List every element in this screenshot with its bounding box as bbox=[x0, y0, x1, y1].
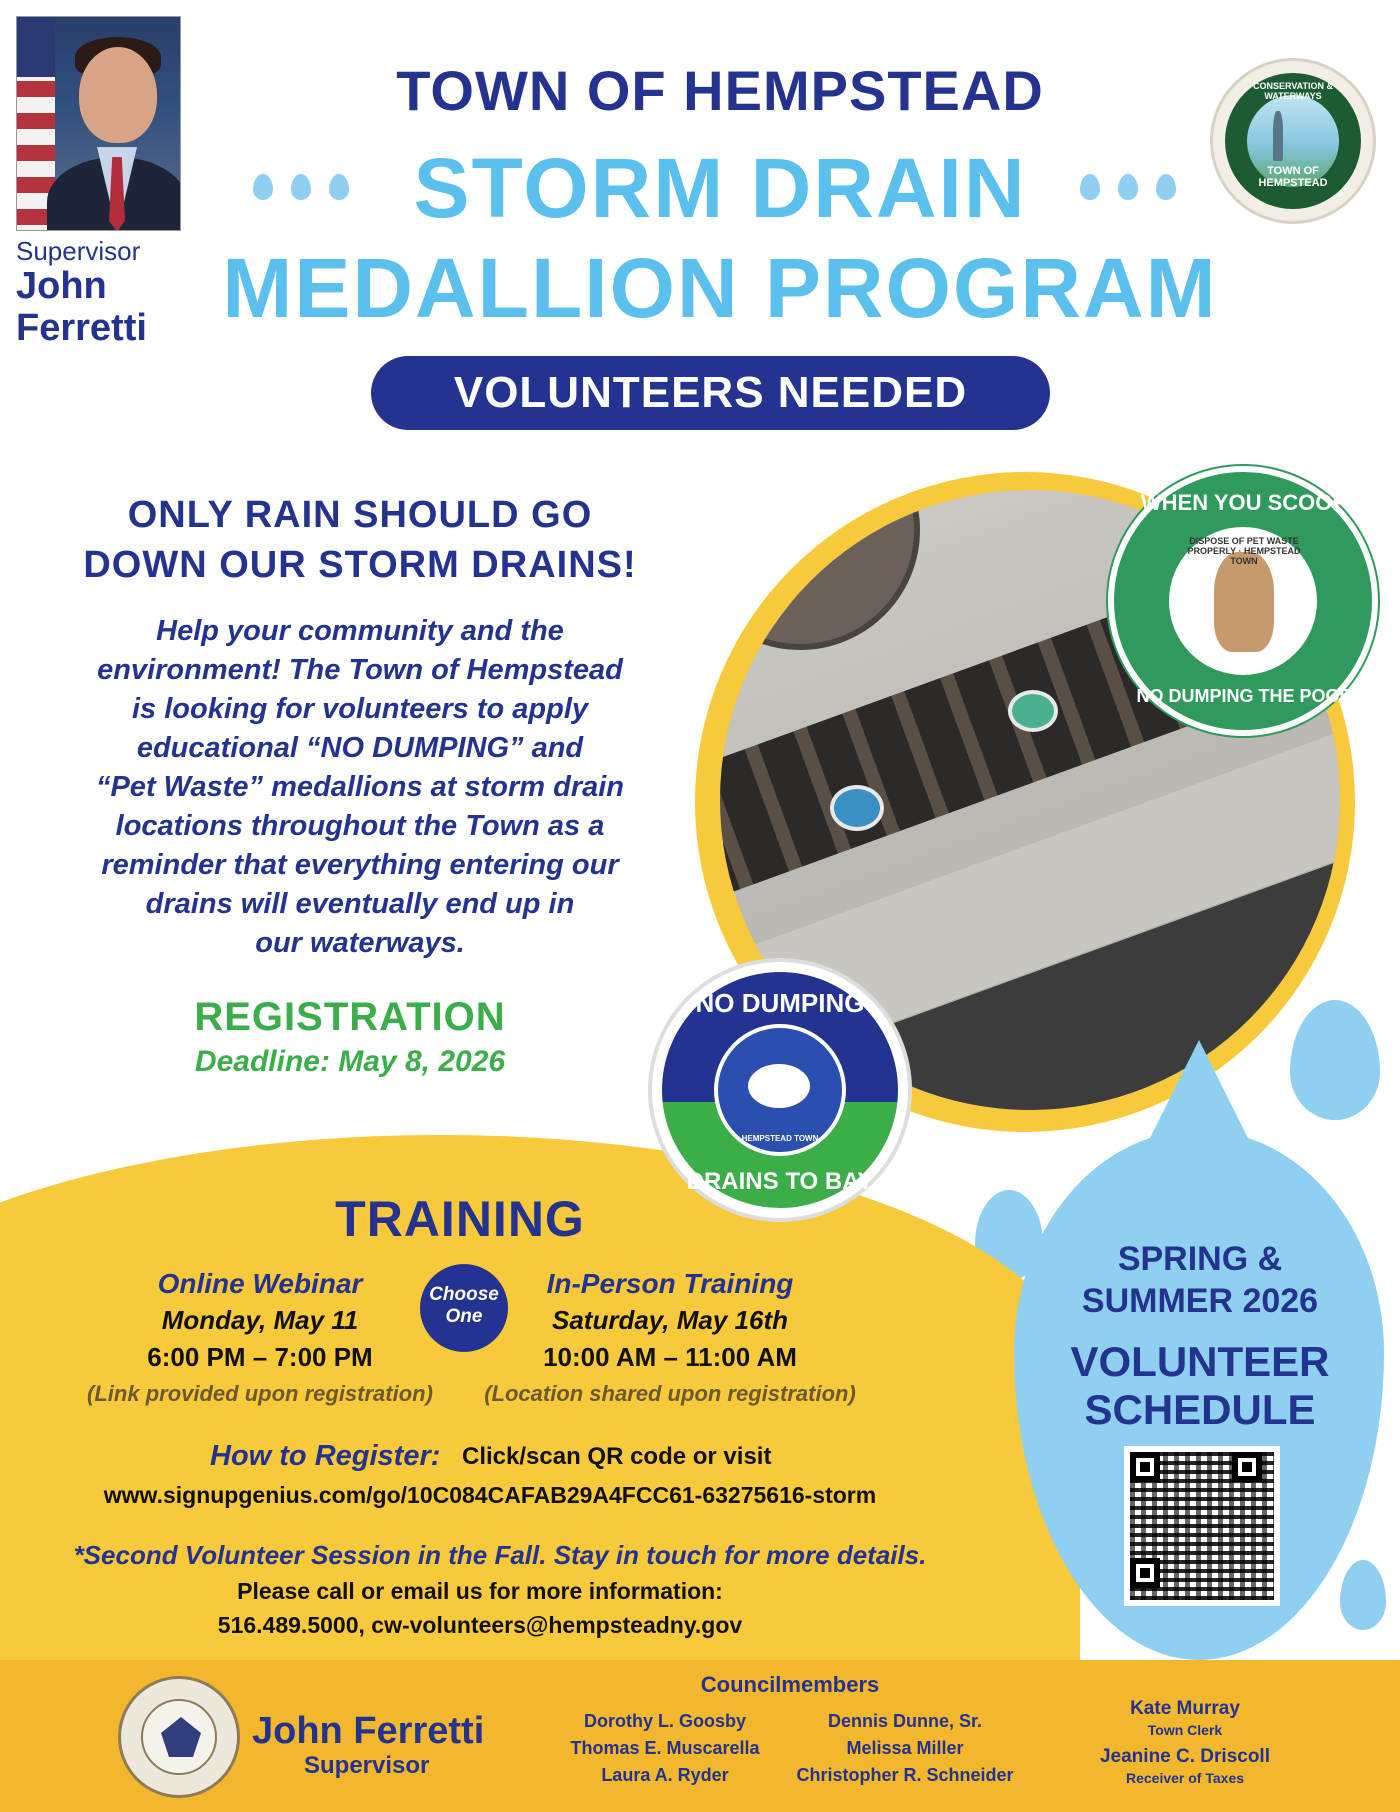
second-session-note: *Second Volunteer Session in the Fall. Stay in touch for more details. bbox=[73, 1540, 927, 1570]
supervisor-photo bbox=[16, 16, 181, 231]
online-date: Monday, May 11 bbox=[161, 1305, 359, 1335]
supervisor-label: Supervisor bbox=[16, 236, 141, 266]
intro-line: environment! The Town of Hempstead bbox=[97, 654, 623, 686]
training-title: TRAINING bbox=[335, 1191, 585, 1247]
receiver-name: Jeanine C. Driscoll bbox=[1099, 1746, 1270, 1767]
footer-supervisor-name: John Ferretti bbox=[252, 1710, 485, 1752]
how-to-register-text: Click/scan QR code or visit bbox=[462, 1443, 772, 1470]
headline bbox=[60, 490, 660, 590]
water-drop-icon bbox=[291, 174, 311, 200]
intro-line: Help your community and the bbox=[156, 615, 564, 647]
intro-line: drains will eventually end up in bbox=[145, 888, 575, 920]
no-dumping-medallion bbox=[652, 962, 908, 1218]
in-person-option bbox=[460, 1266, 880, 1412]
intro-paragraph bbox=[50, 612, 670, 963]
contact-prompt: Please call or email us for more information: bbox=[237, 1578, 723, 1604]
intro-line: reminder that everything entering our bbox=[101, 849, 619, 881]
conservation-seal-bottom-text: TOWN OF HEMPSTEAD bbox=[1258, 165, 1328, 189]
pet-medallion-bottom-text: NO DUMPING THE POOP bbox=[1136, 686, 1352, 706]
town-seal bbox=[118, 1676, 240, 1798]
schedule-title bbox=[1030, 1338, 1370, 1434]
pet-medallion-inner-text: DISPOSE OF PET WASTE PROPERLY · HEMPSTEAD TOWN bbox=[1187, 536, 1301, 566]
councilmember: Melissa Miller bbox=[846, 1738, 964, 1758]
water-drop-icon bbox=[1118, 174, 1138, 200]
supervisor-first-name: John bbox=[16, 265, 107, 307]
dump-medallion-top-text: NO DUMPING bbox=[695, 988, 865, 1018]
title-town: TOWN OF HEMPSTEAD bbox=[396, 59, 1044, 122]
councilmembers-column-1 bbox=[540, 1708, 790, 1789]
signup-link[interactable]: www.signupgenius.com/go/10C084CAFAB29A4FCC61-63275616-storm bbox=[103, 1482, 877, 1508]
in-person-heading: In-Person Training bbox=[546, 1268, 794, 1299]
councilmember: Thomas E. Muscarella bbox=[570, 1738, 760, 1758]
schedule-line-4: SCHEDULE bbox=[1084, 1386, 1316, 1433]
councilmember: Dorothy L. Goosby bbox=[584, 1711, 746, 1731]
online-heading: Online Webinar bbox=[157, 1268, 363, 1299]
water-drop-icon bbox=[1080, 174, 1100, 200]
intro-line: educational “NO DUMPING” and bbox=[136, 732, 584, 764]
councilmembers-column-2 bbox=[780, 1708, 1030, 1789]
how-to-register-label: How to Register: bbox=[210, 1440, 441, 1472]
intro-line: “Pet Waste” medallions at storm drain bbox=[95, 771, 625, 803]
water-drop-icon bbox=[1156, 174, 1176, 200]
schedule-season bbox=[1030, 1238, 1370, 1322]
title-storm-drain: STORM DRAIN bbox=[413, 141, 1027, 235]
in-person-time: 10:00 AM – 11:00 AM bbox=[543, 1342, 797, 1372]
schedule-line-1: SPRING & bbox=[1117, 1240, 1283, 1278]
contact-details[interactable]: 516.489.5000, cw-volunteers@hempsteadny.gov bbox=[217, 1612, 743, 1638]
online-webinar-option bbox=[60, 1266, 460, 1412]
schedule-line-3: VOLUNTEER bbox=[1070, 1338, 1330, 1385]
water-drop-icon bbox=[329, 174, 349, 200]
dump-medallion-bottom-text: DRAINS TO BAY bbox=[686, 1168, 874, 1195]
registration-deadline: Deadline: May 8, 2026 bbox=[194, 1045, 506, 1078]
intro-line: our waterways. bbox=[255, 927, 465, 959]
footer-supervisor-title: Supervisor bbox=[304, 1752, 430, 1779]
pet-medallion-top-text: WHEN YOU SCOOP bbox=[1140, 490, 1348, 515]
receiver-title: Receiver of Taxes bbox=[1125, 1770, 1245, 1786]
town-clerk-name: Kate Murray bbox=[1130, 1698, 1240, 1719]
water-drop-icon bbox=[253, 174, 273, 200]
conservation-seal bbox=[1210, 58, 1376, 224]
intro-line: is looking for volunteers to apply bbox=[132, 693, 588, 725]
conservation-seal-top-text: CONSERVATION & WATERWAYS bbox=[1252, 81, 1333, 101]
councilmember: Christopher R. Schneider bbox=[796, 1765, 1014, 1785]
intro-line: locations throughout the Town as a bbox=[115, 810, 605, 842]
councilmember: Laura A. Ryder bbox=[601, 1765, 729, 1785]
supervisor-last-name: Ferretti bbox=[16, 307, 147, 349]
water-drop-icon bbox=[1340, 1560, 1386, 1630]
schedule-line-2: SUMMER 2026 bbox=[1081, 1282, 1319, 1320]
title-medallion-program: MEDALLION PROGRAM bbox=[222, 241, 1218, 335]
volunteers-needed-banner: VOLUNTEERS NEEDED bbox=[371, 356, 1050, 430]
councilmember: Dennis Dunne, Sr. bbox=[827, 1711, 983, 1731]
in-person-date: Saturday, May 16th bbox=[551, 1305, 788, 1335]
qr-code[interactable] bbox=[1124, 1446, 1280, 1606]
town-clerk-title: Town Clerk bbox=[1147, 1722, 1223, 1738]
dump-medallion-inner-text: HEMPSTEAD TOWN bbox=[741, 1134, 819, 1143]
choose-one-badge: Choose One bbox=[420, 1264, 508, 1352]
in-person-note: (Location shared upon registration) bbox=[484, 1381, 856, 1406]
registration-title: REGISTRATION bbox=[194, 995, 506, 1039]
online-note: (Link provided upon registration) bbox=[87, 1381, 433, 1406]
headline-line-2: DOWN OUR STORM DRAINS! bbox=[83, 544, 637, 586]
councilmembers-title: Councilmembers bbox=[700, 1672, 880, 1697]
pet-waste-medallion bbox=[1108, 466, 1378, 736]
headline-line-1: ONLY RAIN SHOULD GO bbox=[127, 494, 593, 536]
online-time: 6:00 PM – 7:00 PM bbox=[147, 1342, 373, 1372]
